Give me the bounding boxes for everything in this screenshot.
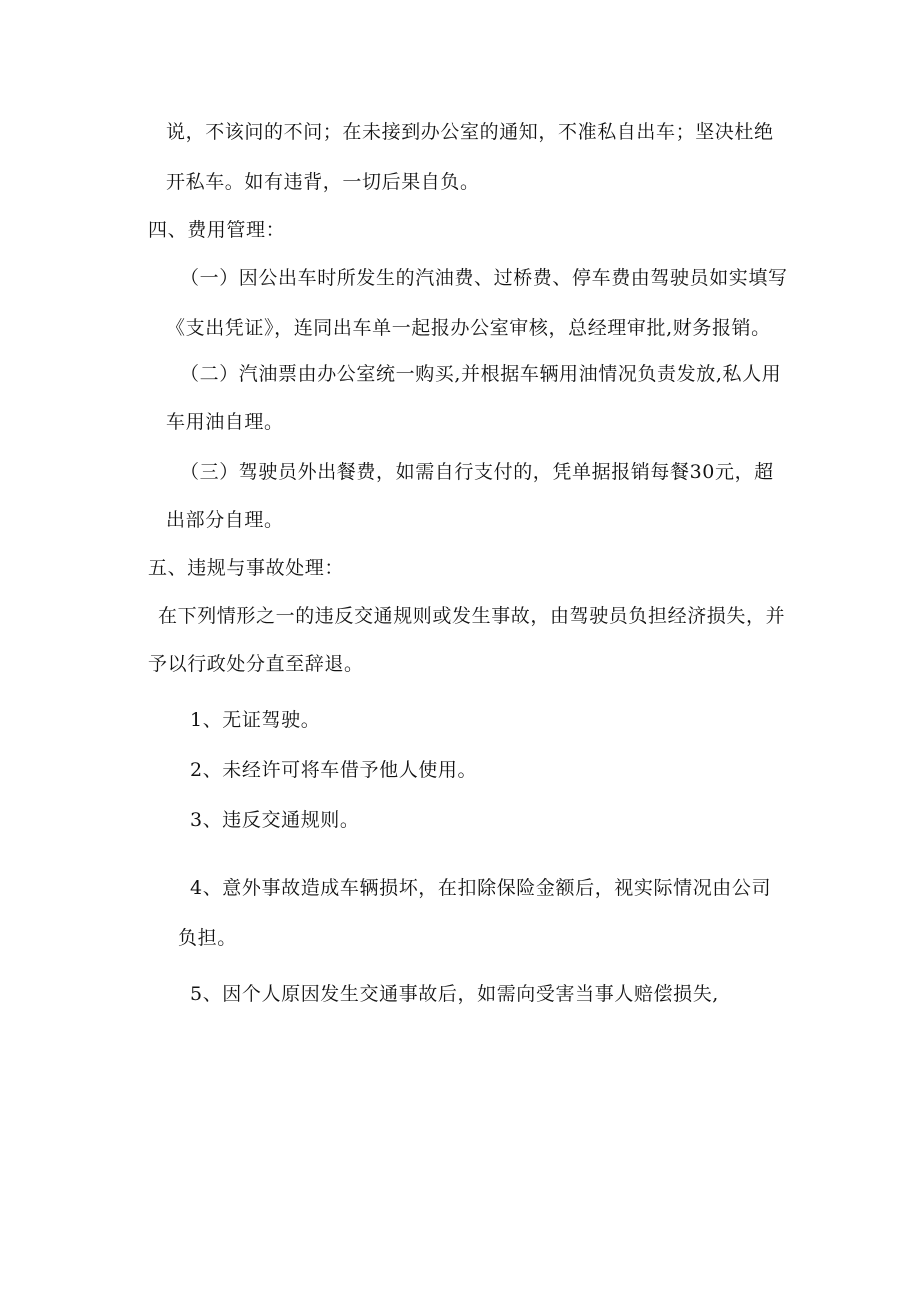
text-line: （一）因公出车时所发生的汽油费、过桥费、停车费由驾驶员如实填写 [180,267,788,289]
section-heading: 四、费用管理： [148,219,286,241]
section-heading: 五、违规与事故处理： [148,557,345,579]
text-line: （二）汽油票由办公室统一购买,并根据车辆用油情况负责发放,私人用 [180,363,782,385]
text-line: 负担。 [178,927,237,949]
text-line: 《支出凭证》，连同出车单一起报办公室审核，总经理审批,财务报销。 [166,317,771,339]
text-line: 说，不该问的不问；在未接到办公室的通知，不准私自出车；坚决杜绝 [166,121,774,143]
text-line: （三）驾驶员外出餐费，如需自行支付的，凭单据报销每餐30元，超 [180,461,774,483]
list-item: 5、因个人原因发生交通事故后，如需向受害当事人赔偿损失, [190,983,719,1005]
list-item: 3、违反交通规则。 [190,809,360,831]
list-item: 4、意外事故造成车辆损坏，在扣除保险金额后，视实际情况由公司 [190,877,772,899]
list-item: 2、未经许可将车借予他人使用。 [190,759,478,781]
text-line: 在下列情形之一的违反交通规则或发生事故，由驾驶员负担经济损失，并 [158,605,786,627]
text-line: 车用油自理。 [166,411,284,433]
list-item: 1、无证驾驶。 [190,709,321,731]
text-line: 予以行政处分直至辞退。 [148,653,364,675]
text-line: 出部分自理。 [166,509,284,531]
text-line: 开私车。如有违背，一切后果自负。 [166,171,480,193]
